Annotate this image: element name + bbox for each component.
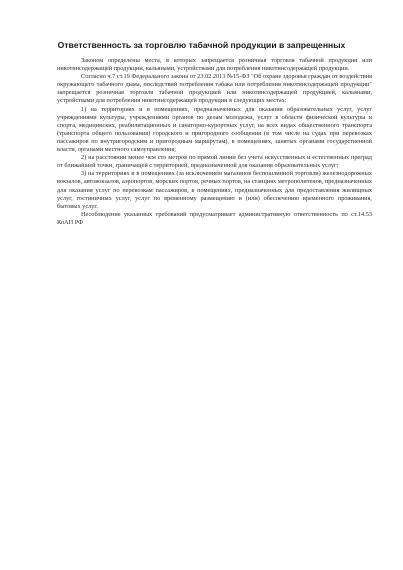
paragraph-item-1: 1) на территориях и в помещениях, предназначенных для оказания образовательных услуг, услуг учреждениями культуры, учреждениями органов по делам молодежи, услуг в области физической культуры и спорта, медицинских, реабилитационных и санаторно-курортных услуг, на всех видах общественного транспорта (транспорта общего пользования) городского и пригородного сообщения (в том числе на судах при перевозках пассажиров по внутригородским и пригородным маршрутам), в помещениях, занятых органами государственной власти, органами местного самоуправления; [57,105,372,154]
document-title: Ответственность за торговлю табачной продукции в запрещенных [57,40,346,50]
document-body [57,57,372,227]
paragraph-liability: Несоблюдение указанных требований предусматривает административную ответственность по ст.14.53 КоАП РФ [57,210,372,226]
paragraph-intro: Законом определены места, в которых запрещается розничная торговля табачной продукции или никотинсодержащей продукции, кальянами, устройствами для потребления никотинсодержащей продукции. [57,57,372,73]
paragraph-item-2: 2) на расстоянии менее чем сто метров по прямой линии без учета искусственных и естественных преград от ближайшей точки, граничащей с территорией, предназначенной для оказания образовательных услуг; [57,154,372,170]
paragraph-law-reference: Согласно ч.7 ст.19 Федерального закона от 23.02.2013 №15-ФЗ "Об охране здоровья граждан от воздействия окружающего табачного дыма, последствий потребления табака или потребления никотинсодержащей продукции" запрещается розничная торговля табачной продукцией или никотинсодержащей продукцией, кальянами, устройствами для потребления никотинсодержащей продукции в следующих местах: [57,73,372,105]
paragraph-item-3: 3) на территориях и в помещениях (за исключением магазинов беспошлинной торговли) железнодорожных вокзалов, автовокзалов, аэропортов, морских портов, речных портов, на станциях метрополитенов, предназначенных для оказания услуг по перевозкам пассажиров, в помещениях, предназначенных для предоставления жилищных услуг, гостиничных услуг, услуг по временному размещению и (или) обеспечению временного проживания, бытовых услуг. [57,170,372,210]
